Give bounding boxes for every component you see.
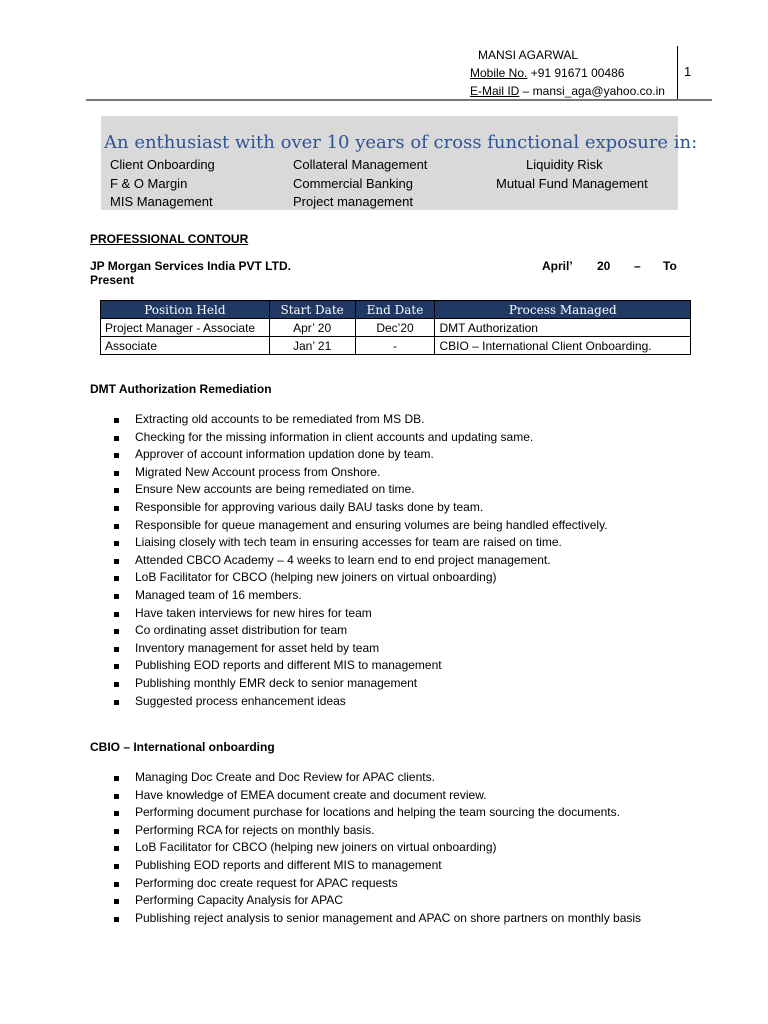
company-name bbox=[90, 259, 291, 287]
bullet-square-icon bbox=[114, 700, 119, 705]
list-item-text: Inventory management for asset held by team bbox=[135, 640, 380, 655]
list-item-text: Suggested process enhancement ideas bbox=[135, 693, 346, 708]
list-item-text: Publishing EOD reports and different MIS to management bbox=[135, 857, 442, 872]
dmt-heading: DMT Authorization Remediation bbox=[90, 382, 272, 396]
list-item-text: Have knowledge of EMEA document create and document review. bbox=[135, 787, 487, 802]
list-item-text: Responsible for queue management and ensuring volumes are being handled effectively. bbox=[135, 517, 608, 532]
skill-item: MIS Management bbox=[110, 194, 213, 209]
list-item-text: Migrated New Account process from Onshore. bbox=[135, 464, 381, 479]
list-item bbox=[112, 605, 608, 623]
table-cell: Apr’ 20 bbox=[269, 319, 355, 337]
bullet-square-icon bbox=[114, 541, 119, 546]
bullet-square-icon bbox=[114, 664, 119, 669]
bullet-square-icon bbox=[114, 594, 119, 599]
list-item bbox=[112, 892, 641, 910]
list-item-text: Responsible for approving various daily BAU tasks done by team. bbox=[135, 499, 484, 514]
bullet-square-icon bbox=[114, 846, 119, 851]
list-item-text: Managed team of 16 members. bbox=[135, 587, 302, 602]
contact-header bbox=[470, 46, 665, 100]
table-cell: DMT Authorization bbox=[435, 319, 691, 337]
bullet-square-icon bbox=[114, 506, 119, 511]
list-item-text: LoB Facilitator for CBCO (helping new joiners on virtual onboarding) bbox=[135, 570, 497, 585]
bullet-square-icon bbox=[114, 864, 119, 869]
list-item bbox=[112, 640, 608, 658]
table-cell: - bbox=[355, 337, 435, 355]
list-item bbox=[112, 769, 641, 787]
list-item bbox=[112, 622, 608, 640]
employment-date-year: 20 bbox=[597, 259, 611, 273]
table-cell: Jan’ 21 bbox=[269, 337, 355, 355]
company-name-text: JP Morgan Services India PVT LTD. bbox=[90, 259, 291, 273]
list-item-text: Publishing monthly EMR deck to senior management bbox=[135, 675, 418, 690]
summary-title: An enthusiast with over 10 years of cross functional exposure in: bbox=[104, 132, 698, 153]
bullet-square-icon bbox=[114, 471, 119, 476]
list-item-text: Ensure New accounts are being remediated on time. bbox=[135, 482, 415, 497]
employment-date-to: To bbox=[663, 259, 677, 273]
list-item bbox=[112, 657, 608, 675]
bullet-square-icon bbox=[114, 899, 119, 904]
list-item-text: Managing Doc Create and Doc Review for APAC clients. bbox=[135, 770, 435, 784]
list-item bbox=[112, 464, 608, 482]
bullet-square-icon bbox=[114, 436, 119, 441]
mobile-value: +91 91671 00486 bbox=[527, 66, 625, 80]
list-item-text: Performing Capacity Analysis for APAC bbox=[135, 893, 343, 908]
bullet-square-icon bbox=[114, 524, 119, 529]
employment-date-dash: – bbox=[634, 259, 641, 273]
list-item-text: Have taken interviews for new hires for team bbox=[135, 605, 372, 620]
bullet-square-icon bbox=[114, 647, 119, 652]
bullet-square-icon bbox=[114, 488, 119, 493]
list-item-text: Extracting old accounts to be remediated from MS DB. bbox=[135, 412, 425, 426]
list-item bbox=[112, 693, 608, 711]
bullet-square-icon bbox=[114, 418, 119, 423]
list-item-text: Co ordinating asset distribution for team bbox=[135, 623, 348, 638]
list-item bbox=[112, 446, 608, 464]
skill-item: Mutual Fund Management bbox=[496, 176, 648, 191]
bullet-square-icon bbox=[114, 559, 119, 564]
list-item bbox=[112, 534, 608, 552]
bullet-square-icon bbox=[114, 776, 119, 781]
bullet-square-icon bbox=[114, 682, 119, 687]
list-item-text: LoB Facilitator for CBCO (helping new joiners on virtual onboarding) bbox=[135, 840, 497, 855]
table-cell: Associate bbox=[101, 337, 270, 355]
section-heading-professional: PROFESSIONAL CONTOUR bbox=[90, 232, 249, 246]
list-item bbox=[112, 857, 641, 875]
list-item-text: Performing doc create request for APAC requests bbox=[135, 875, 398, 890]
candidate-name: MANSI AGARWAL bbox=[478, 48, 579, 62]
list-item bbox=[112, 587, 608, 605]
list-item bbox=[112, 875, 641, 893]
table-header-row bbox=[101, 301, 691, 319]
skill-item: Liquidity Risk bbox=[526, 157, 603, 172]
list-item bbox=[112, 569, 608, 587]
list-item-text: Publishing reject analysis to senior management and APAC on shore partners on monthly basis bbox=[135, 910, 642, 925]
dmt-bullet-list bbox=[112, 411, 608, 710]
list-item bbox=[112, 552, 608, 570]
header-rule bbox=[86, 99, 712, 101]
table-cell: CBIO – International Client Onboarding. bbox=[435, 337, 691, 355]
skill-item: Client Onboarding bbox=[110, 157, 215, 172]
list-item bbox=[112, 481, 608, 499]
table-row bbox=[101, 319, 691, 337]
list-item bbox=[112, 804, 641, 822]
list-item-text: Publishing EOD reports and different MIS to management bbox=[135, 658, 442, 673]
list-item bbox=[112, 787, 641, 805]
list-item-text: Performing RCA for rejects on monthly basis. bbox=[135, 822, 375, 837]
list-item bbox=[112, 822, 641, 840]
skill-item: Commercial Banking bbox=[293, 176, 413, 191]
list-item-text: Liaising closely with tech team in ensuring accesses for team are raised on time. bbox=[135, 535, 562, 550]
bullet-square-icon bbox=[114, 882, 119, 887]
bullet-square-icon bbox=[114, 794, 119, 799]
list-item-text: Attended CBCO Academy – 4 weeks to learn end to end project management. bbox=[135, 552, 551, 567]
bullet-square-icon bbox=[114, 453, 119, 458]
list-item bbox=[112, 429, 608, 447]
list-item bbox=[112, 499, 608, 517]
header-divider bbox=[677, 46, 678, 100]
page-number: 1 bbox=[684, 64, 692, 79]
company-name-cont: Present bbox=[90, 273, 135, 287]
mobile-label: Mobile No. bbox=[470, 66, 528, 80]
list-item bbox=[112, 411, 608, 429]
table-header: Process Managed bbox=[435, 301, 691, 319]
table-cell: Dec’20 bbox=[355, 319, 435, 337]
bullet-square-icon bbox=[114, 576, 119, 581]
employment-date-month: April’ bbox=[542, 259, 573, 273]
table-header: End Date bbox=[355, 301, 435, 319]
list-item bbox=[112, 517, 608, 535]
list-item-text: Performing document purchase for locations and helping the team sourcing the documents. bbox=[135, 805, 620, 820]
bullet-square-icon bbox=[114, 917, 119, 922]
positions-table bbox=[100, 300, 691, 355]
bullet-square-icon bbox=[114, 629, 119, 634]
cbio-bullet-list bbox=[112, 769, 641, 927]
bullet-square-icon bbox=[114, 829, 119, 834]
table-cell: Project Manager - Associate bbox=[101, 319, 270, 337]
email-line bbox=[470, 82, 665, 100]
mobile-line bbox=[470, 64, 665, 82]
list-item-text: Checking for the missing information in client accounts and updating same. bbox=[135, 429, 534, 444]
list-item bbox=[112, 839, 641, 857]
skill-item: F & O Margin bbox=[110, 176, 188, 191]
table-header: Position Held bbox=[101, 301, 270, 319]
email-value: – mansi_aga@yahoo.co.in bbox=[519, 84, 665, 98]
skill-item: Collateral Management bbox=[293, 157, 428, 172]
bullet-square-icon bbox=[114, 811, 119, 816]
bullet-square-icon bbox=[114, 612, 119, 617]
table-row bbox=[101, 337, 691, 355]
list-item-text: Approver of account information updation done by team. bbox=[135, 447, 434, 462]
table-header: Start Date bbox=[269, 301, 355, 319]
skill-item: Project management bbox=[293, 194, 413, 209]
list-item bbox=[112, 675, 608, 693]
email-label: E-Mail ID bbox=[470, 84, 520, 98]
cbio-heading: CBIO – International onboarding bbox=[90, 740, 275, 754]
list-item bbox=[112, 910, 641, 928]
